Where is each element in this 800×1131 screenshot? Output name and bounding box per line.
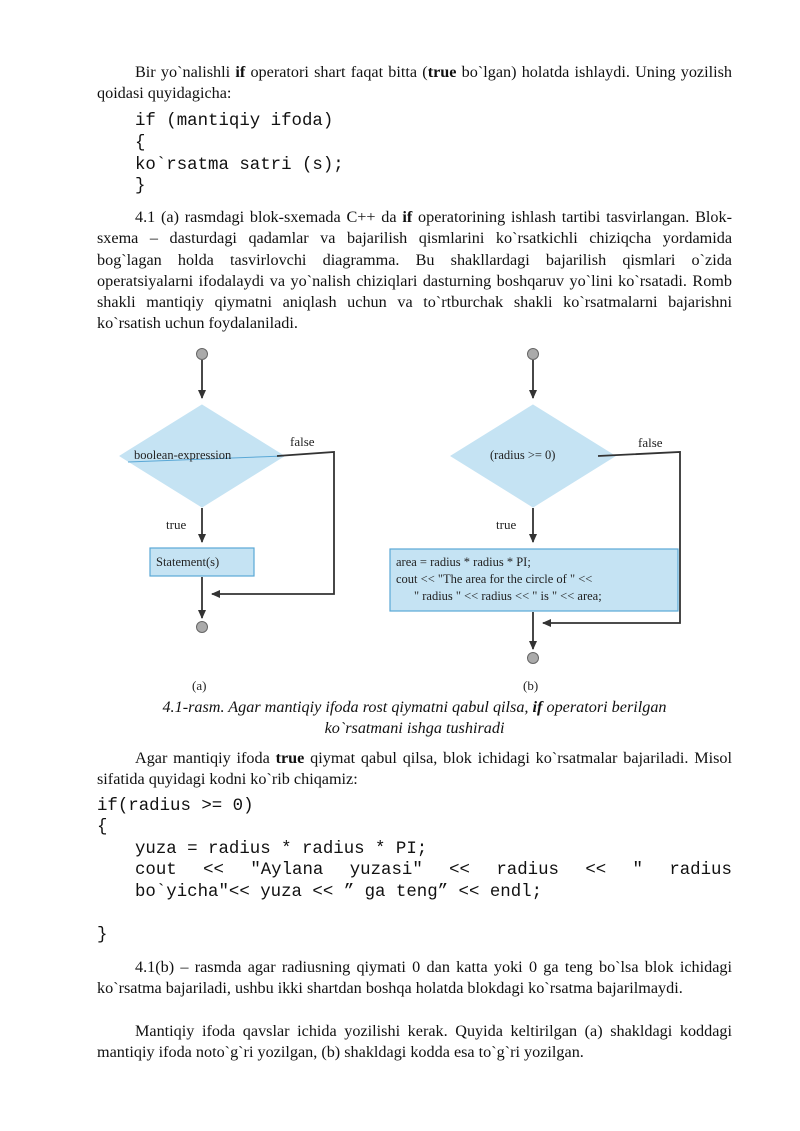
paragraph-parentheses-note: Mantiqiy ifoda qavslar ichida yozilishi kerak. Quyida keltirilgan (a) shakldagi koddagi mantiqiy ifoda noto`g`ri yozilgan, (b) shakldagi kodda esa to`g`ri yozilgan. (97, 1022, 732, 1062)
paragraph-figure-b-explanation: 4.1(b) – rasmda agar radiusning qiymati 0 dan katta yoki 0 ga teng bo`lsa blok ichidagi ko`rsatma bajariladi, ushbu ikki shartdan boshqa holatda blokdagi ko`rsatma bajarilmaydi. (97, 958, 732, 998)
true-label: true (166, 517, 187, 532)
statement-line: area = radius * radius * PI; (396, 555, 531, 569)
code-line: if(radius >= 0) (97, 797, 254, 816)
condition-label: boolean-expression (134, 448, 232, 462)
code-token: "Aylana (250, 861, 324, 880)
code-line: yuza = radius * radius * PI; (135, 840, 428, 859)
paragraph-true-case: Agar mantiqiy ifoda true qiymat qabul qilsa, blok ichidagi ko`rsatmalar bajariladi. Misol sifatida quyidagi kodni ko`rib chiqamiz: (97, 749, 733, 789)
keyword-if: if (532, 698, 543, 716)
keyword-true: true (275, 749, 305, 767)
figure-caption: 4.1-rasm. Agar mantiqiy ifoda rost qiymatni qabul qilsa, if operatori berilgan ko`rsatmani ishga tushiradi (162, 698, 667, 738)
syntax-line: ko`rsatma satri (s); (135, 156, 344, 175)
paragraph-intro: Bir yo`nalishli if operatori shart faqat bitta (true bo`lgan) holatda ishlaydi. Uning yozilish qoidasi quyidagicha: (97, 63, 733, 103)
code-line: bo`yicha"<< yuza << ” ga teng” << endl; (135, 883, 543, 902)
syntax-line: } (135, 177, 146, 196)
start-node (197, 349, 208, 360)
condition-label: (radius >= 0) (490, 448, 556, 462)
figure-label-b: (b) (523, 678, 539, 693)
code-line: { (97, 818, 108, 837)
figure-label-a: (a) (192, 678, 207, 693)
statement-line: " radius " << radius << " is " << area; (414, 589, 602, 603)
start-node (528, 349, 539, 360)
code-line (135, 861, 732, 880)
flowchart-a (120, 349, 334, 694)
code-token: << (203, 861, 224, 880)
flowchart-b (390, 349, 680, 694)
false-label: false (290, 434, 315, 449)
false-label: false (638, 435, 663, 450)
syntax-line: if (mantiqiy ifoda) (135, 112, 334, 131)
keyword-true: true (427, 63, 457, 81)
code-token: << (449, 861, 470, 880)
keyword-if: if (402, 208, 413, 226)
keyword-if: if (235, 63, 246, 81)
code-token: << (585, 861, 607, 880)
code-token: cout (135, 861, 177, 880)
statement-label: Statement(s) (156, 555, 220, 569)
end-node (528, 653, 539, 664)
statement-line: cout << "The area for the circle of " << (396, 572, 593, 586)
code-token: yuzasi" (349, 861, 423, 880)
code-token: radius (496, 861, 559, 880)
paragraph-flowchart-description: 4.1 (a) rasmdagi blok-sxemada C++ da if operatorining ishlash tartibi tasvirlangan. Blok-sxema – dasturdagi qadamlar va bajarilish qismlarini ko`rsatkichli chiziqcha yordamida bog`lagan holda tasvirlovchi diagramma. Bu shakllardagi bajarilish qismlari o`zida operatsiyalarni ifodalaydi va yo`nalish chiziqlari dasturning boshqaruv yo`lini ko`rsatadi. Romb shakli mantiqiy qiymatni aniqlash uchun va to`rtburchak shakli ko`rsatmalarni bajarishni ko`rsatish uchun foydalaniladi. (97, 208, 732, 333)
code-token: " (632, 861, 643, 880)
syntax-line: { (135, 134, 146, 153)
code-line: } (97, 926, 108, 945)
true-label: true (496, 517, 517, 532)
code-token: radius (669, 861, 732, 880)
flowchart-figure (0, 340, 800, 700)
end-node (197, 622, 208, 633)
